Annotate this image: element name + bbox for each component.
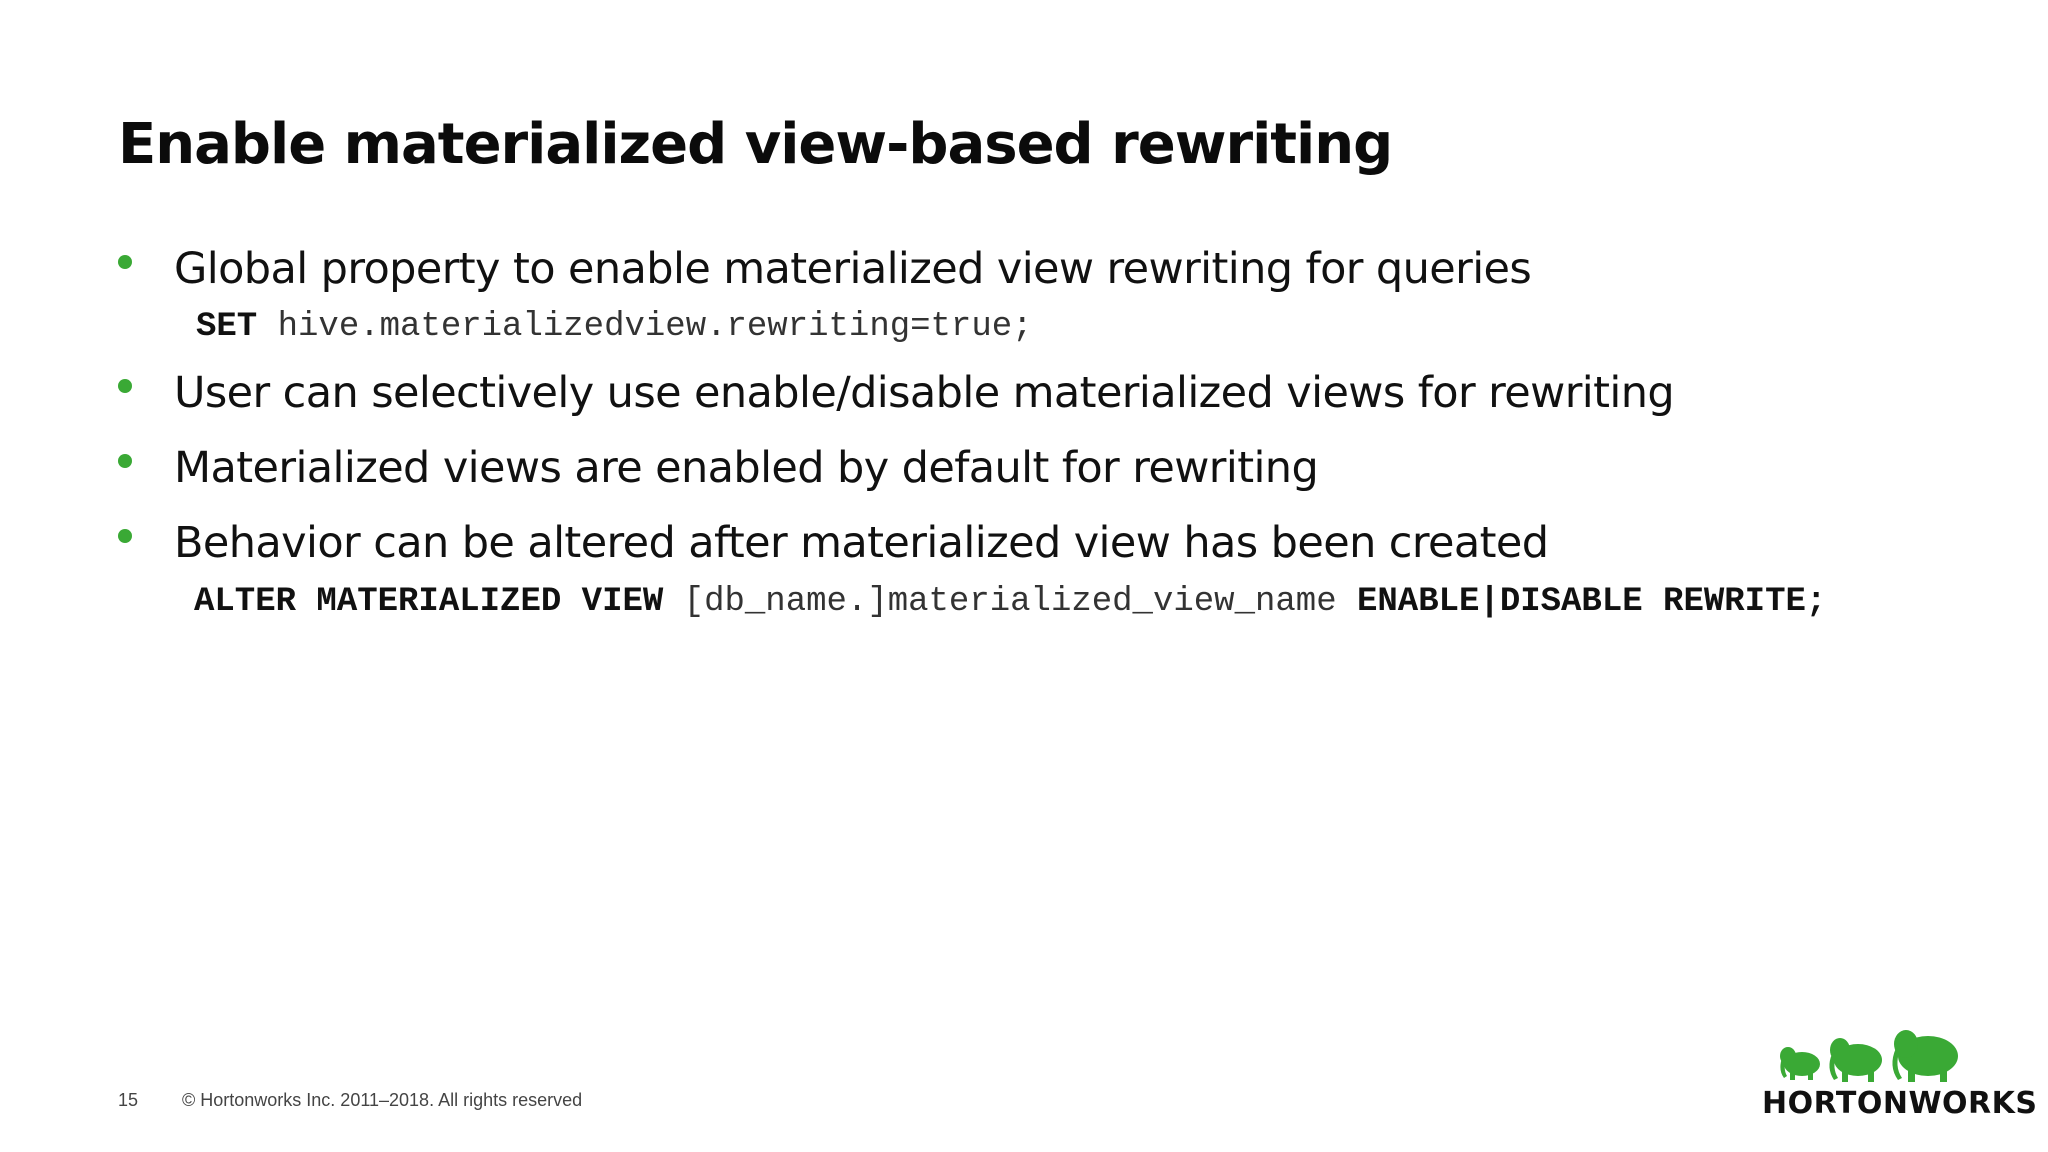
slide-title: Enable materialized view-based rewriting: [118, 112, 1393, 177]
bullet-dot-icon: [118, 529, 132, 543]
bullet-text: User can selectively use enable/disable materialized views for rewriting: [174, 368, 1675, 418]
bullet-dot-icon: [118, 454, 132, 468]
code-argument: [db_name.]materialized_view_name: [663, 583, 1357, 621]
bullet-text: Materialized views are enabled by default for rewriting: [174, 443, 1319, 493]
bullet-dot-icon: [118, 379, 132, 393]
bullet-dot-icon: [118, 255, 132, 269]
bullet-text: Global property to enable materialized view rewriting for queries: [174, 244, 1532, 294]
copyright-text: © Hortonworks Inc. 2011–2018. All rights reserved: [182, 1090, 583, 1110]
bullet-item: [118, 518, 1548, 568]
bullet-item: [118, 443, 1318, 493]
code-keyword: SET: [196, 308, 258, 346]
code-keyword: ENABLE|DISABLE REWRITE;: [1357, 583, 1827, 621]
page-number: 15: [118, 1090, 139, 1110]
bullet-item: [118, 368, 1674, 418]
hortonworks-logo: [1752, 1026, 2038, 1146]
code-argument: hive.materializedview.rewriting=true;: [257, 308, 1033, 346]
bullet-text: Behavior can be altered after materialized view has been created: [174, 518, 1549, 568]
bullet-item: [118, 244, 1531, 294]
elephant-herd-icon: [1780, 1026, 1970, 1082]
logo-wordmark: HORTONWORKS: [1762, 1086, 2038, 1121]
code-set-property: [196, 308, 1033, 346]
code-alter-view: [194, 583, 1826, 621]
code-keyword: ALTER MATERIALIZED VIEW: [194, 583, 664, 621]
